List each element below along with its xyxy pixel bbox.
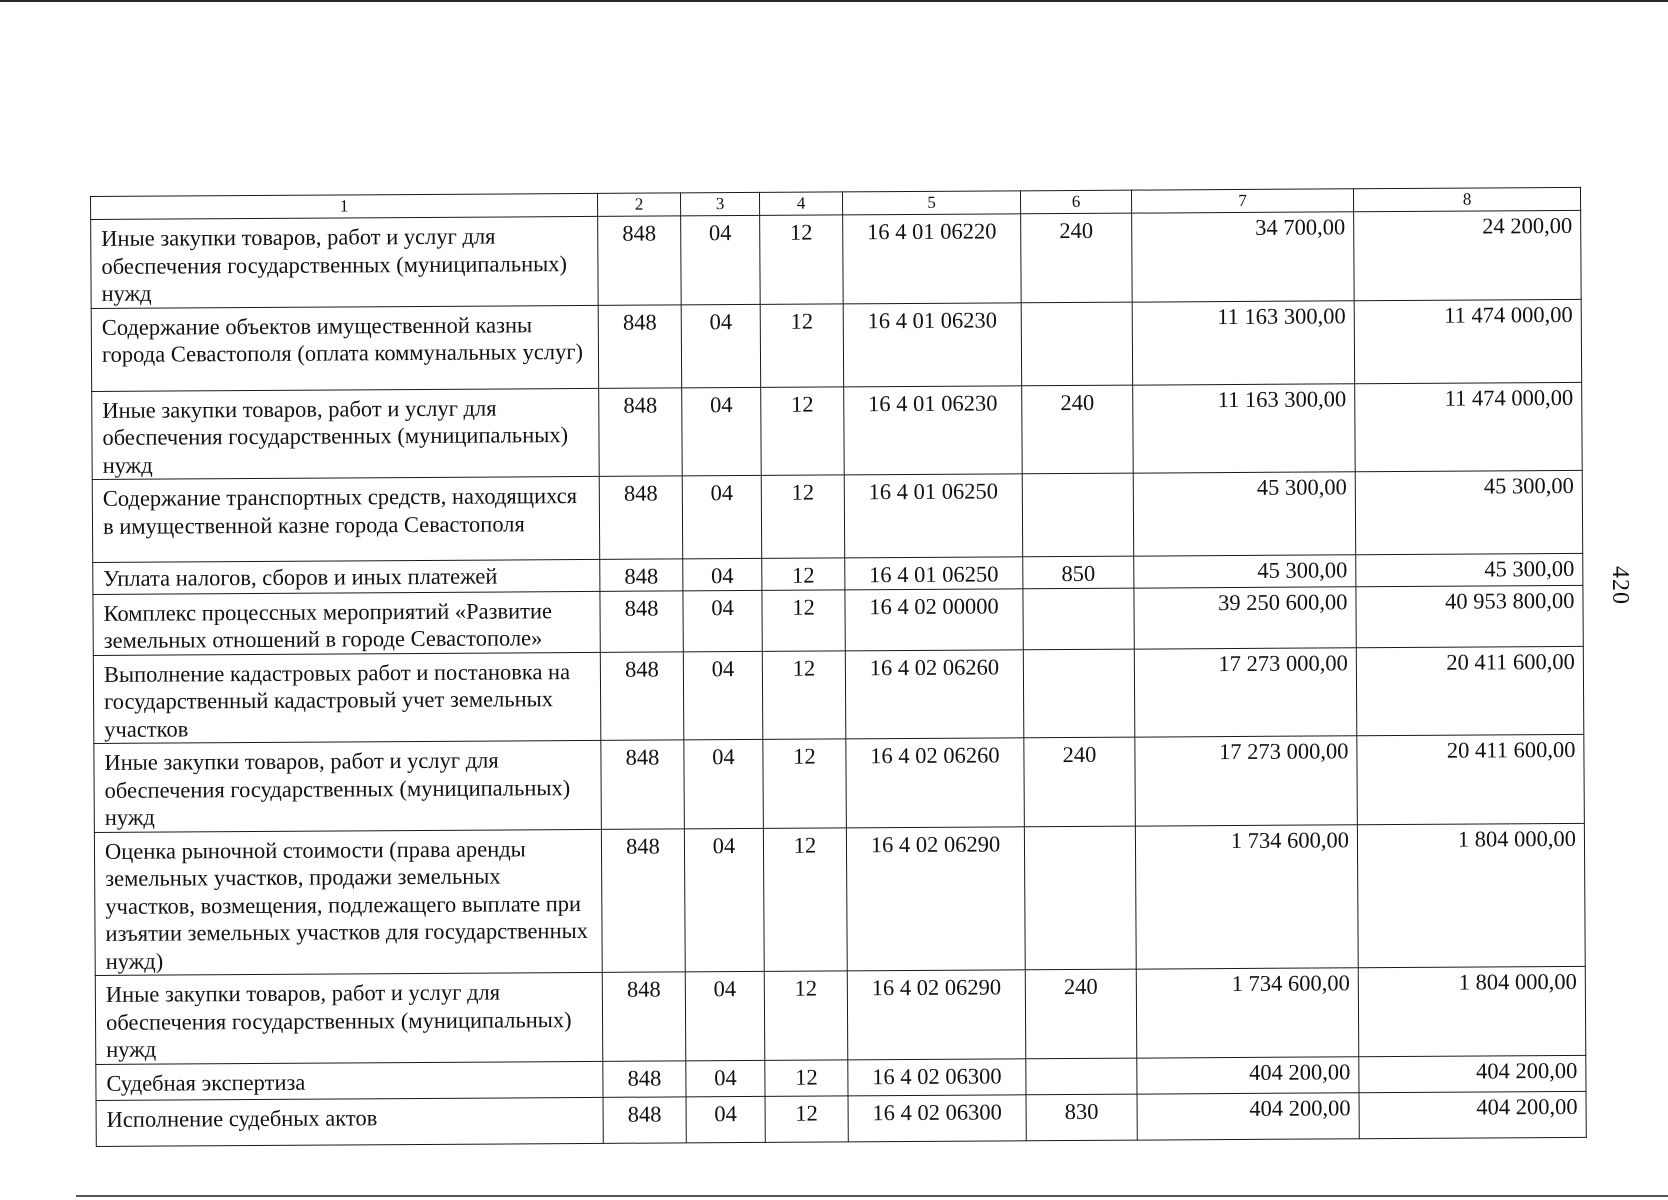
row-expense-type xyxy=(1023,588,1134,650)
row-subsection-code: 12 xyxy=(765,1059,848,1096)
row-amount-col8: 20 411 600,00 xyxy=(1357,734,1585,824)
row-section-code: 04 xyxy=(683,558,762,590)
row-name: Иные закупки товаров, работ и услуг для обеспечения государственных (муниципальных) нужд xyxy=(95,972,603,1064)
table-row xyxy=(94,823,1585,976)
row-section-code: 04 xyxy=(682,475,762,558)
row-section-code: 04 xyxy=(681,215,761,304)
row-target-article: 16 4 02 06290 xyxy=(846,826,1025,971)
row-expense-type xyxy=(1021,302,1133,386)
row-amount-col8: 45 300,00 xyxy=(1356,553,1583,586)
row-amount-col7: 11 163 300,00 xyxy=(1133,383,1356,473)
row-ministry-code: 848 xyxy=(599,476,683,560)
table-row xyxy=(96,1091,1586,1146)
row-section-code: 04 xyxy=(681,304,761,387)
row-amount-col8: 11 474 000,00 xyxy=(1355,382,1583,472)
row-amount-col8: 11 474 000,00 xyxy=(1354,299,1582,383)
row-subsection-code: 12 xyxy=(764,971,848,1060)
row-amount-col7: 39 250 600,00 xyxy=(1134,586,1356,648)
row-expense-type xyxy=(1022,473,1134,557)
row-section-code: 04 xyxy=(682,387,762,476)
header-col-5: 5 xyxy=(842,191,1020,215)
row-name: Уплата налогов, сборов и иных платежей xyxy=(93,559,600,594)
row-subsection-code: 12 xyxy=(762,589,845,651)
table-row xyxy=(93,646,1584,744)
row-amount-col8: 404 200,00 xyxy=(1359,1091,1586,1138)
table-row xyxy=(92,470,1582,562)
row-section-code: 04 xyxy=(686,1060,765,1096)
row-ministry-code: 848 xyxy=(602,972,686,1061)
row-name: Выполнение кадастровых работ и постановка на государственный кадастровый учет земельных участков xyxy=(93,652,601,744)
row-amount-col8: 24 200,00 xyxy=(1354,210,1582,300)
row-name: Содержание транспортных средств, находящихся в имущественной казне города Севастополя xyxy=(92,476,599,562)
row-subsection-code: 12 xyxy=(763,827,847,971)
row-expense-type xyxy=(1026,1058,1137,1095)
row-amount-col8: 1 804 000,00 xyxy=(1358,966,1586,1056)
table-row xyxy=(91,210,1582,308)
row-amount-col8: 40 953 800,00 xyxy=(1356,585,1583,647)
row-subsection-code: 12 xyxy=(761,386,845,475)
row-expense-type: 240 xyxy=(1022,385,1134,474)
row-section-code: 04 xyxy=(684,739,764,828)
row-section-code: 04 xyxy=(686,1096,765,1142)
row-ministry-code: 848 xyxy=(598,216,682,305)
row-section-code: 04 xyxy=(684,828,764,972)
row-amount-col7: 404 200,00 xyxy=(1137,1092,1359,1139)
table-row xyxy=(93,585,1583,655)
row-subsection-code: 12 xyxy=(760,215,844,304)
table-row xyxy=(92,382,1583,480)
row-subsection-code: 12 xyxy=(761,475,845,559)
row-name: Судебная экспертиза xyxy=(96,1061,603,1100)
row-subsection-code: 12 xyxy=(765,1095,848,1142)
row-expense-type: 240 xyxy=(1021,213,1133,302)
row-expense-type: 830 xyxy=(1026,1094,1137,1141)
row-amount-col7: 17 273 000,00 xyxy=(1135,736,1358,826)
budget-table-container xyxy=(90,187,1586,1147)
header-col-8: 8 xyxy=(1353,187,1580,211)
row-amount-col7: 1 734 600,00 xyxy=(1135,824,1358,969)
row-amount-col7: 404 200,00 xyxy=(1137,1056,1359,1093)
row-expense-type xyxy=(1023,649,1135,738)
row-target-article: 16 4 02 06300 xyxy=(848,1058,1026,1095)
header-col-4: 4 xyxy=(759,192,842,216)
row-amount-col8: 404 200,00 xyxy=(1359,1055,1586,1092)
row-target-article: 16 4 01 06220 xyxy=(843,214,1022,304)
row-target-article: 16 4 02 00000 xyxy=(845,588,1023,650)
row-subsection-code: 12 xyxy=(760,303,844,387)
row-ministry-code: 848 xyxy=(598,304,682,388)
row-amount-col8: 45 300,00 xyxy=(1355,470,1583,554)
row-name: Комплекс процессных мероприятий «Развитие земельных отношений в городе Севастополе» xyxy=(93,591,600,655)
row-ministry-code: 848 xyxy=(601,828,685,972)
row-expense-type xyxy=(1024,826,1136,970)
row-amount-col7: 11 163 300,00 xyxy=(1132,300,1355,384)
row-amount-col7: 45 300,00 xyxy=(1134,555,1356,588)
row-name: Оценка рыночной стоимости (права аренды земельных участков, продажи земельных участков, возмещения, подлежащего выплате при изъятии земельных участков для государственных нужд) xyxy=(94,829,602,976)
row-subsection-code: 12 xyxy=(762,650,846,739)
table-row xyxy=(94,734,1585,832)
row-amount-col7: 45 300,00 xyxy=(1133,472,1356,556)
row-target-article: 16 4 02 06260 xyxy=(846,738,1025,828)
header-col-2: 2 xyxy=(597,193,680,217)
row-expense-type: 240 xyxy=(1025,969,1137,1058)
page-number: 420 xyxy=(1607,566,1633,605)
row-name: Исполнение судебных актов xyxy=(96,1097,603,1146)
budget-table xyxy=(90,187,1587,1147)
row-section-code: 04 xyxy=(683,590,762,651)
header-col-7: 7 xyxy=(1131,189,1353,213)
row-name: Иные закупки товаров, работ и услуг для обеспечения государственных (муниципальных) нужд xyxy=(92,388,600,480)
row-expense-type: 850 xyxy=(1023,556,1134,588)
header-col-3: 3 xyxy=(680,192,759,215)
row-target-article: 16 4 01 06230 xyxy=(844,385,1023,475)
row-target-article: 16 4 01 06250 xyxy=(845,557,1023,590)
row-amount-col8: 20 411 600,00 xyxy=(1356,646,1584,736)
row-ministry-code: 848 xyxy=(600,590,683,652)
row-amount-col7: 34 700,00 xyxy=(1132,212,1355,302)
row-ministry-code: 848 xyxy=(600,651,684,740)
header-col-1: 1 xyxy=(91,193,598,219)
row-subsection-code: 12 xyxy=(762,558,845,590)
scan-top-edge xyxy=(0,0,1668,2)
row-ministry-code: 848 xyxy=(599,387,683,476)
row-amount-col8: 1 804 000,00 xyxy=(1357,823,1585,968)
row-subsection-code: 12 xyxy=(763,739,847,828)
row-ministry-code: 848 xyxy=(601,740,685,829)
row-target-article: 16 4 01 06250 xyxy=(844,474,1023,558)
row-name: Иные закупки товаров, работ и услуг для обеспечения государственных (муниципальных) нужд xyxy=(94,740,602,832)
table-row xyxy=(95,966,1586,1064)
row-name: Содержание объектов имущественной казны города Севастополя (оплата коммунальных услуг) xyxy=(91,305,598,391)
row-amount-col7: 17 273 000,00 xyxy=(1134,647,1357,737)
row-target-article: 16 4 01 06230 xyxy=(843,302,1022,386)
row-target-article: 16 4 02 06300 xyxy=(848,1094,1026,1141)
row-section-code: 04 xyxy=(683,651,763,740)
row-ministry-code: 848 xyxy=(600,559,683,591)
row-amount-col7: 1 734 600,00 xyxy=(1136,968,1359,1058)
row-section-code: 04 xyxy=(685,971,765,1060)
table-row xyxy=(91,299,1581,391)
row-target-article: 16 4 02 06290 xyxy=(847,970,1026,1060)
row-target-article: 16 4 02 06260 xyxy=(845,649,1024,739)
header-col-6: 6 xyxy=(1020,190,1131,214)
row-ministry-code: 848 xyxy=(603,1096,686,1143)
row-expense-type: 240 xyxy=(1024,737,1136,826)
row-name: Иные закупки товаров, работ и услуг для обеспечения государственных (муниципальных) нужд xyxy=(91,216,599,308)
scan-bottom-edge xyxy=(76,1195,1668,1197)
row-ministry-code: 848 xyxy=(603,1060,686,1097)
